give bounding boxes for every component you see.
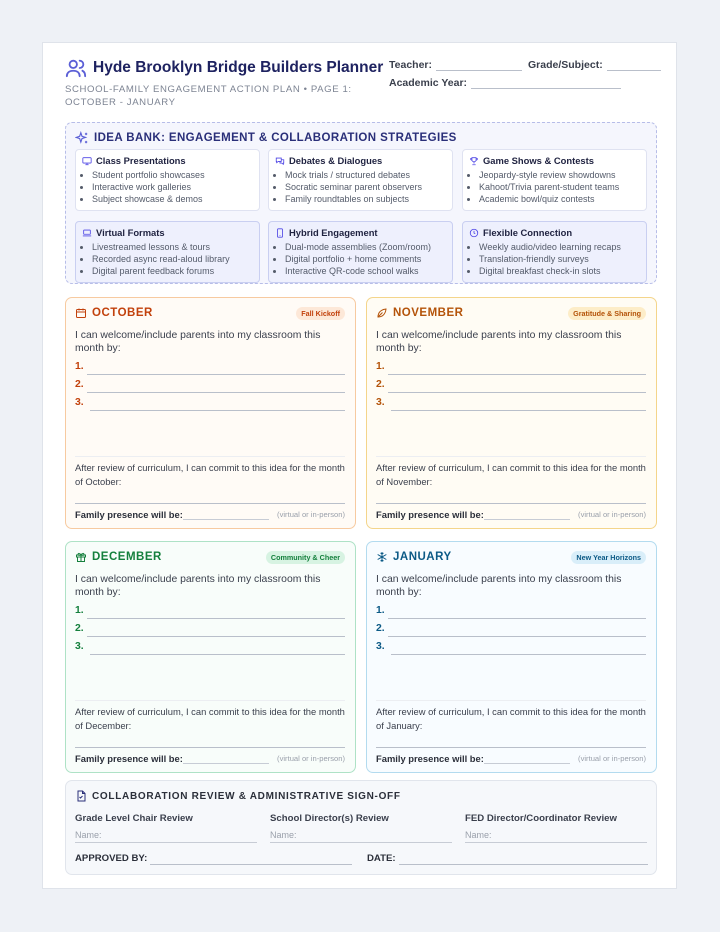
monitor-icon xyxy=(82,156,92,166)
commit-line[interactable] xyxy=(376,503,646,504)
list-item: • Weekly audio/video learning recaps xyxy=(479,241,621,253)
item-number: 2. xyxy=(75,379,84,390)
month-box-november xyxy=(366,297,657,529)
idea-bank xyxy=(65,122,657,284)
name-field[interactable]: Name: xyxy=(75,830,257,843)
family-presence-hint: (virtual or in-person) xyxy=(277,754,345,763)
trophy-icon xyxy=(469,156,479,166)
idea-card-debates: Debates & Dialogues • Mock trials / structured debates • Socratic seminar parent observers • Family roundtables on subjects xyxy=(268,149,453,211)
commit-line[interactable] xyxy=(376,747,646,748)
snowflake-icon xyxy=(376,551,388,563)
signoff-heading: COLLABORATION REVIEW & ADMINISTRATIVE SIGN-OFF xyxy=(75,790,401,802)
month-prompt: I can welcome/include parents into my classroom this month by: xyxy=(376,574,622,598)
family-presence-line[interactable] xyxy=(183,519,269,520)
family-presence-hint: (virtual or in-person) xyxy=(277,510,345,519)
idea-bank-heading: IDEA BANK: ENGAGEMENT & COLLABORATION STRATEGIES xyxy=(75,131,457,145)
family-presence-line[interactable] xyxy=(183,763,269,764)
divider xyxy=(75,456,345,457)
month-heading: DECEMBER xyxy=(75,551,162,563)
family-presence-label: Family presence will be: xyxy=(376,753,484,764)
idea-card-virtual-formats: Virtual Formats • Livestreamed lessons & tours • Recorded async read-aloud library • Digital parent feedback forums xyxy=(75,221,260,283)
month-tag: New Year Horizons xyxy=(571,551,646,564)
commit-prompt: After review of curriculum, I can commit to this idea for the month of December: xyxy=(75,706,345,731)
review-school-director: School Director(s) Review Name: xyxy=(270,813,452,843)
idea-line-1[interactable] xyxy=(388,618,646,619)
idea-line-1[interactable] xyxy=(87,374,345,375)
item-number: 3. xyxy=(75,397,84,408)
idea-card-game-shows: Game Shows & Contests • Jeopardy-style review showdowns • Kahoot/Trivia parent-student teams • Academic bowl/quiz contests xyxy=(462,149,647,211)
laptop-icon xyxy=(82,228,92,238)
family-presence-line[interactable] xyxy=(484,763,570,764)
review-grade-level-chair: Grade Level Chair Review Name: xyxy=(75,813,257,843)
idea-line-2[interactable] xyxy=(388,636,646,637)
approved-by-line[interactable] xyxy=(150,864,352,865)
idea-line-1[interactable] xyxy=(388,374,646,375)
item-number: 3. xyxy=(376,641,385,652)
item-number: 3. xyxy=(75,641,84,652)
list-item: • Academic bowl/quiz contests xyxy=(479,193,619,205)
chat-icon xyxy=(275,156,285,166)
list-item: • Mock trials / structured debates xyxy=(285,169,422,181)
item-number: 3. xyxy=(376,397,385,408)
page-header xyxy=(65,57,657,127)
gift-icon xyxy=(75,551,87,563)
month-prompt: I can welcome/include parents into my classroom this month by: xyxy=(75,330,321,354)
commit-line[interactable] xyxy=(75,747,345,748)
family-presence-line[interactable] xyxy=(484,519,570,520)
idea-line-2[interactable] xyxy=(87,392,345,393)
list-item: • Student portfolio showcases xyxy=(92,169,205,181)
item-number: 1. xyxy=(376,361,385,372)
family-presence-label: Family presence will be: xyxy=(376,509,484,520)
document-check-icon xyxy=(75,790,87,802)
month-prompt: I can welcome/include parents into my classroom this month by: xyxy=(376,330,622,354)
divider xyxy=(376,700,646,701)
divider xyxy=(376,456,646,457)
family-presence-label: Family presence will be: xyxy=(75,753,183,764)
sparkles-icon xyxy=(75,131,89,145)
date-label: DATE: xyxy=(367,853,396,864)
list-item: • Digital breakfast check-in slots xyxy=(479,265,621,277)
family-presence-hint: (virtual or in-person) xyxy=(578,510,646,519)
list-item: • Translation-friendly surveys xyxy=(479,253,621,265)
list-item: • Recorded async read-aloud library xyxy=(92,253,230,265)
teacher-field[interactable]: Teacher: xyxy=(389,59,522,71)
list-item: • Interactive QR-code school walks xyxy=(285,265,431,277)
grade-subject-field[interactable]: Grade/Subject: xyxy=(528,59,661,71)
item-number: 2. xyxy=(376,379,385,390)
item-number: 2. xyxy=(75,623,84,634)
name-field[interactable]: Name: xyxy=(465,830,647,843)
list-item: • Digital parent feedback forums xyxy=(92,265,230,277)
family-presence-hint: (virtual or in-person) xyxy=(578,754,646,763)
idea-line-3[interactable] xyxy=(90,410,345,411)
item-number: 1. xyxy=(75,605,84,616)
list-item: • Subject showcase & demos xyxy=(92,193,205,205)
page-title: Hyde Brooklyn Bridge Builders Planner xyxy=(93,59,384,76)
item-number: 1. xyxy=(75,361,84,372)
date-line[interactable] xyxy=(399,864,648,865)
idea-line-2[interactable] xyxy=(388,392,646,393)
month-tag: Fall Kickoff xyxy=(296,307,345,320)
month-box-december xyxy=(65,541,356,773)
family-presence-label: Family presence will be: xyxy=(75,509,183,520)
idea-line-3[interactable] xyxy=(391,654,646,655)
leaf-icon xyxy=(376,307,388,319)
month-box-january xyxy=(366,541,657,773)
month-heading: NOVEMBER xyxy=(376,307,463,319)
commit-line[interactable] xyxy=(75,503,345,504)
brand xyxy=(65,57,383,79)
commit-prompt: After review of curriculum, I can commit to this idea for the month of October: xyxy=(75,462,345,487)
signoff-section xyxy=(65,780,657,875)
month-prompt: I can welcome/include parents into my classroom this month by: xyxy=(75,574,321,598)
list-item: • Kahoot/Trivia parent-student teams xyxy=(479,181,619,193)
commit-prompt: After review of curriculum, I can commit to this idea for the month of January: xyxy=(376,706,646,731)
item-number: 2. xyxy=(376,623,385,634)
idea-line-1[interactable] xyxy=(87,618,345,619)
idea-line-2[interactable] xyxy=(87,636,345,637)
month-heading: JANUARY xyxy=(376,551,452,563)
month-heading: OCTOBER xyxy=(75,307,153,319)
name-field[interactable]: Name: xyxy=(270,830,452,843)
idea-card-flexible-connection: Flexible Connection • Weekly audio/video learning recaps • Translation-friendly surveys • Digital breakfast check-in slots xyxy=(462,221,647,283)
list-item: • Family roundtables on subjects xyxy=(285,193,422,205)
idea-line-3[interactable] xyxy=(391,410,646,411)
clock-icon xyxy=(469,228,479,238)
review-fed-director: FED Director/Coordinator Review Name: xyxy=(465,813,647,843)
idea-card-hybrid-engagement: Hybrid Engagement • Dual-mode assemblies (Zoom/room) • Digital portfolio + home comments • Interactive QR-code school walks xyxy=(268,221,453,283)
list-item: • Digital portfolio + home comments xyxy=(285,253,431,265)
planner-page xyxy=(42,42,677,889)
item-number: 1. xyxy=(376,605,385,616)
month-box-october xyxy=(65,297,356,529)
list-item: • Jeopardy-style review showdowns xyxy=(479,169,619,181)
tablet-icon xyxy=(275,228,285,238)
month-tag: Community & Cheer xyxy=(266,551,345,564)
list-item: • Interactive work galleries xyxy=(92,181,205,193)
page-subtitle: SCHOOL-FAMILY ENGAGEMENT ACTION PLAN • PAGE 1: OCTOBER - JANUARY xyxy=(65,84,352,108)
list-item: • Dual-mode assemblies (Zoom/room) xyxy=(285,241,431,253)
list-item: • Socratic seminar parent observers xyxy=(285,181,422,193)
academic-year-field[interactable]: Academic Year: xyxy=(389,77,621,89)
month-tag: Gratitude & Sharing xyxy=(568,307,646,320)
idea-line-3[interactable] xyxy=(90,654,345,655)
idea-card-class-presentations: Class Presentations • Student portfolio showcases • Interactive work galleries • Subject showcase & demos xyxy=(75,149,260,211)
list-item: • Livestreamed lessons & tours xyxy=(92,241,230,253)
commit-prompt: After review of curriculum, I can commit to this idea for the month of November: xyxy=(376,462,646,487)
approved-by-label: APPROVED BY: xyxy=(75,853,148,864)
users-icon xyxy=(65,57,87,79)
calendar-icon xyxy=(75,307,87,319)
divider xyxy=(75,700,345,701)
